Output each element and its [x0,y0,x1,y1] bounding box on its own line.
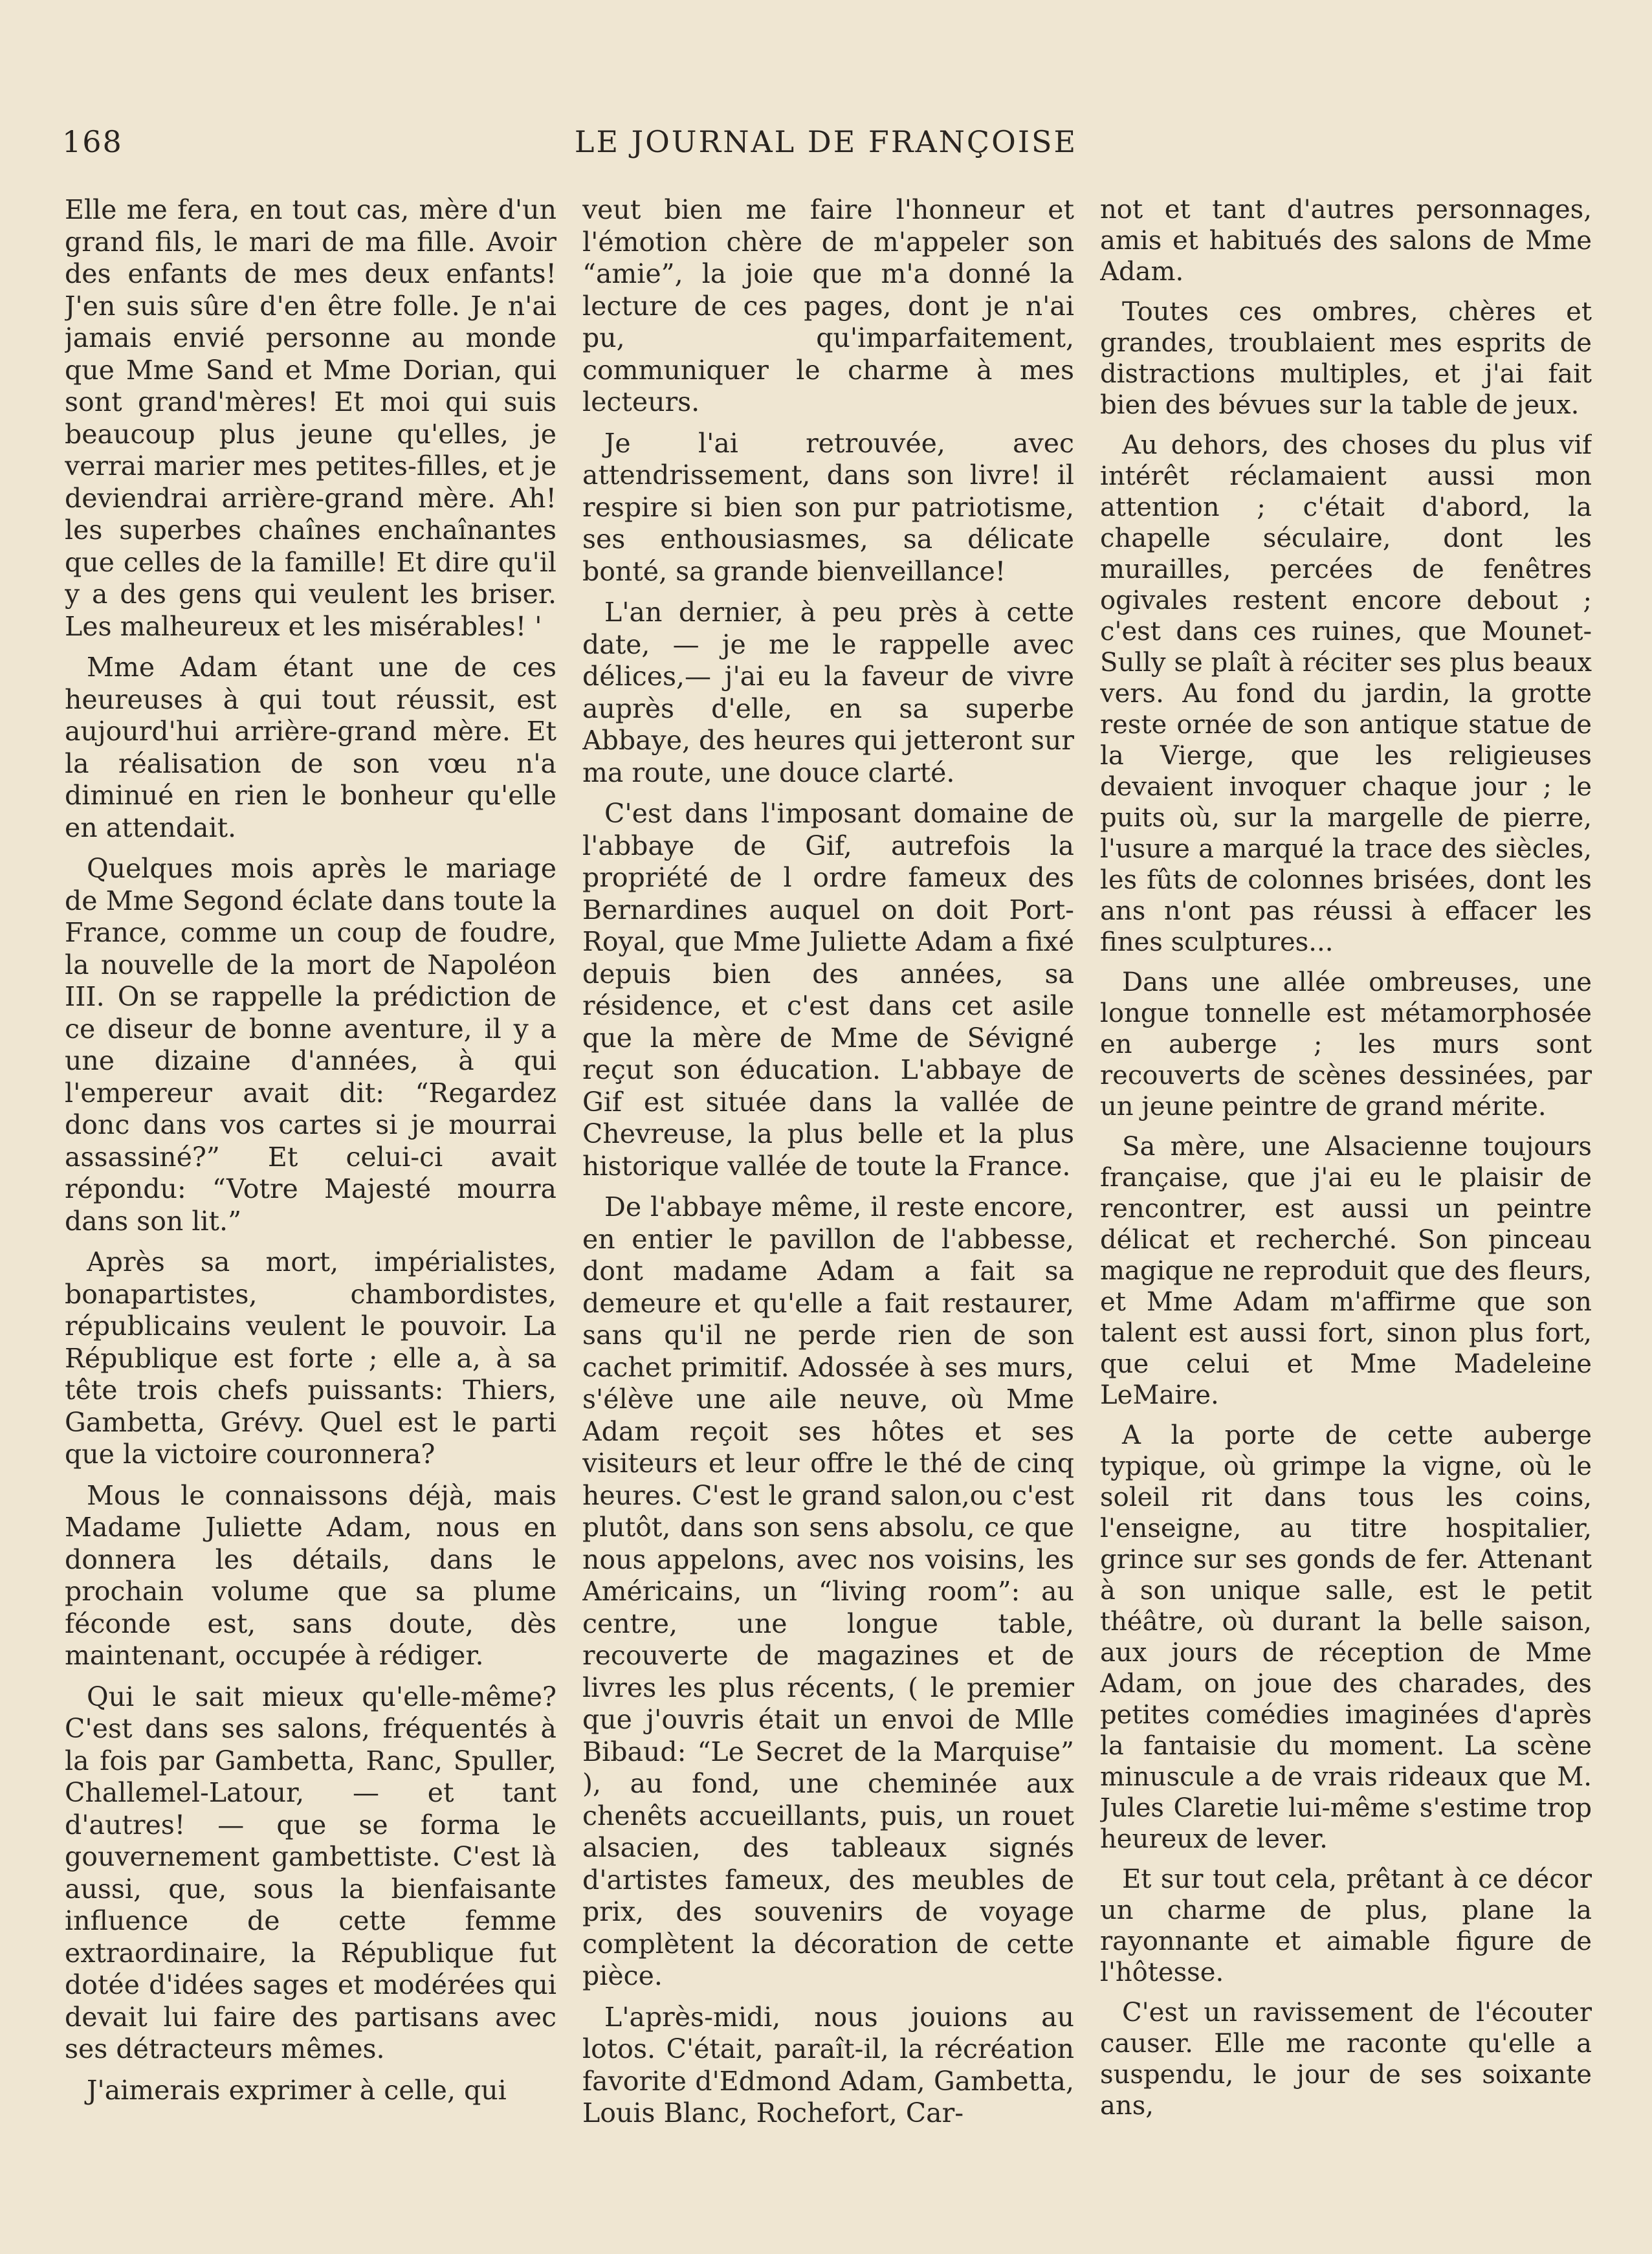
paragraph: Au dehors, des choses du plus vif intérêt réclamaient aussi mon attention ; c'était d'abord, la chapelle séculaire, dont les murailles, percées de fenêtres ogivales restent encore debout ; c'est dans ces ruines, que Mounet-Sully se plaît à réciter ses plus beaux vers. Au fond du jardin, la grotte reste ornée de son antique statue de la Vierge, que les religieuses devaient invoquer chaque jour ; le puits où, sur la margelle de pierre, l'usure a marqué la trace des siècles, les fûts de colonnes brisées, dont les ans n'ont pas réussi à effacer les fines sculptures... [1100,430,1592,957]
paragraph: Dans une allée ombreuses, une longue tonnelle est métamorphosée en auberge ; les murs sont recouverts de scènes dessinées, par un jeune peintre de grand mérite. [1100,967,1592,1121]
page-number: 168 [62,124,123,159]
column-middle [582,194,1074,2161]
paragraph: Qui le sait mieux qu'elle-même? C'est dans ses salons, fréquentés à la fois par Gambetta, Ranc, Spuller, Challemel-Latour, — et tant d'autres! — que se forma le gouvernement gambettiste. C'est là aussi, que, sous la bienfaisante influence de cette femme extraordinaire, la République fut dotée d'idées sages et modérées qui devait lui faire des partisans avec ses détracteurs mêmes. [65,1681,556,2064]
paragraph: not et tant d'autres personnages, amis et habitués des salons de Mme Adam. [1100,195,1592,287]
paragraph: Elle me fera, en tout cas, mère d'un grand fils, le mari de ma fille. Avoir des enfants de mes deux enfants! J'en suis sûre d'en être folle. Je n'ai jamais envié personne au monde que Mme Sand et Mme Dorian, qui sont grand'mères! Et moi qui suis beaucoup plus jeune qu'elles, je verrai marier mes petites-filles, et je deviendrai arrière-grand mère. Ah! les superbes chaînes enchaînantes que celles de la famille! Et dire qu'il y a des gens qui veulent les briser. Les malheureux et les misérables! ' [65,194,556,642]
paragraph: J'aimerais exprimer à celle, qui [87,2074,507,2106]
paragraph: Mme Adam étant une de ces heureuses à qui tout réussit, est aujourd'hui arrière-grand mère. Et la réalisation de son vœu n'a diminué en rien le bonheur qu'elle en attendait. [65,652,556,843]
paragraph: C'est dans l'imposant domaine de l'abbaye de Gif, autrefois la propriété de l ordre fameux des Bernardines auquel on doit Port-Royal, que Mme Juliette Adam a fixé depuis bien des années, sa résidence, et c'est dans cet asile que la mère de Mme de Sévigné reçut son éducation. L'abbaye de Gif est située dans la vallée de Chevreuse, la plus belle et la plus historique vallée de toute la France. [582,798,1074,1182]
paragraph: L'an dernier, à peu près à cette date, — je me le rappelle avec délices,— j'ai eu la faveur de vivre auprès d'elle, en sa superbe Abbaye, des heures qui jetteront sur ma route, une douce clarté. [582,597,1074,788]
paragraph: L'après-midi, nous jouions au lotos. C'était, paraît-il, la récréation favorite d'Edmond Adam, Gambetta, Louis Blanc, Rochefort, Car- [582,2001,1074,2128]
paragraph: Mous le connaissons déjà, mais Madame Juliette Adam, nous en donnera les détails, dans le prochain volume que sa plume féconde est, sans doute, dès maintenant, occupée à rédiger. [65,1479,556,1671]
paragraph: Sa mère, une Alsacienne toujours française, que j'ai eu le plaisir de rencontrer, est aussi un peintre délicat et recherché. Son pinceau magique ne reproduit que des fleurs, et Mme Adam m'affirme que son talent est aussi fort, sinon plus fort, que celui et Mme Madeleine LeMaire. [1100,1132,1592,1410]
paragraph: Et sur tout cela, prêtant à ce décor un charme de plus, plane la rayonnante et aimable figure de l'hôtesse. [1100,1864,1592,1987]
paragraph: A la porte de cette auberge typique, où grimpe la vigne, où le soleil rit dans tous les coins, l'enseigne, au titre hospitalier, grince sur ses gonds de fer. Attenant à son unique salle, est le petit théâtre, où durant la belle saison, aux jours de réception de Mme Adam, on joue des charades, des petites comédies imaginées d'après la fantaisie du moment. La scène minuscule a de vrais rideaux que M. Jules Claretie lui-même s'estime trop heureux de lever. [1100,1420,1592,1854]
paragraph: Quelques mois après le mariage de Mme Segond éclate dans toute la France, comme un coup de foudre, la nouvelle de la mort de Napoléon III. On se rappelle la prédiction de ce diseur de bonne aventure, il y a une dizaine d'années, à qui l'empereur avait dit: “Regardez donc dans vos cartes si je mourrai assassiné?” Et celui-ci avait répondu: “Votre Majesté mourra dans son lit.” [65,853,556,1237]
paragraph: De l'abbaye même, il reste encore, en entier le pavillon de l'abbesse, dont madame Adam a fait sa demeure et qu'elle a fait restaurer, sans qu'il ne perde rien de son cachet primitif. Adossée à ses murs, s'élève une aile neuve, où Mme Adam reçoit ses hôtes et ses visiteurs et leur offre le thé de cinq heures. C'est le grand salon,ou c'est plutôt, dans son sens absolu, ce que nous appelons, avec nos voisins, les Américains, un “living room”: au centre, une longue table, recouverte de magazines et de livres les plus récents, ( le premier que j'ouvris était un envoi de Mlle Bibaud: “Le Secret de la Marquise” ), au fond, une cheminée aux chenêts accueillants, puis, un rouet alsacien, des tableaux signés d'artistes fameux, des meubles de prix, des souvenirs de voyage complètent la décoration de cette pièce. [582,1191,1074,1991]
column-left [65,194,556,2161]
paragraph: veut bien me faire l'honneur et l'émotion chère de m'appeler son “amie”, la joie que m'a donné la lecture de ces pages, dont je n'ai pu, qu'imparfaitement, communiquer le charme à mes lecteurs. [582,194,1074,417]
page-header [62,124,1590,170]
article-body [65,194,1592,2161]
paragraph: Toutes ces ombres, chères et grandes, troublaient mes esprits de distractions multiples, et j'ai fait bien des bévues sur la table de jeux. [1100,297,1592,420]
journal-title: LE JOURNAL DE FRANÇOISE [574,124,1078,159]
paragraph: Après sa mort, impérialistes, bonapartistes, chambordistes, républicains veulent le pouvoir. La République est forte ; elle a, à sa tête trois chefs puissants: Thiers, Gambetta, Grévy. Quel est le parti que la victoire couronnera? [65,1246,556,1470]
paragraph: Je l'ai retrouvée, avec attendrissement, dans son livre! il respire si bien son pur patriotisme, ses enthousiasmes, sa délicate bonté, sa grande bienveillance! [582,427,1074,587]
column-right [1100,194,1592,2161]
paragraph: C'est un ravissement de l'écouter causer. Elle me raconte qu'elle a suspendu, le jour de ses soixante ans, [1100,1998,1592,2121]
